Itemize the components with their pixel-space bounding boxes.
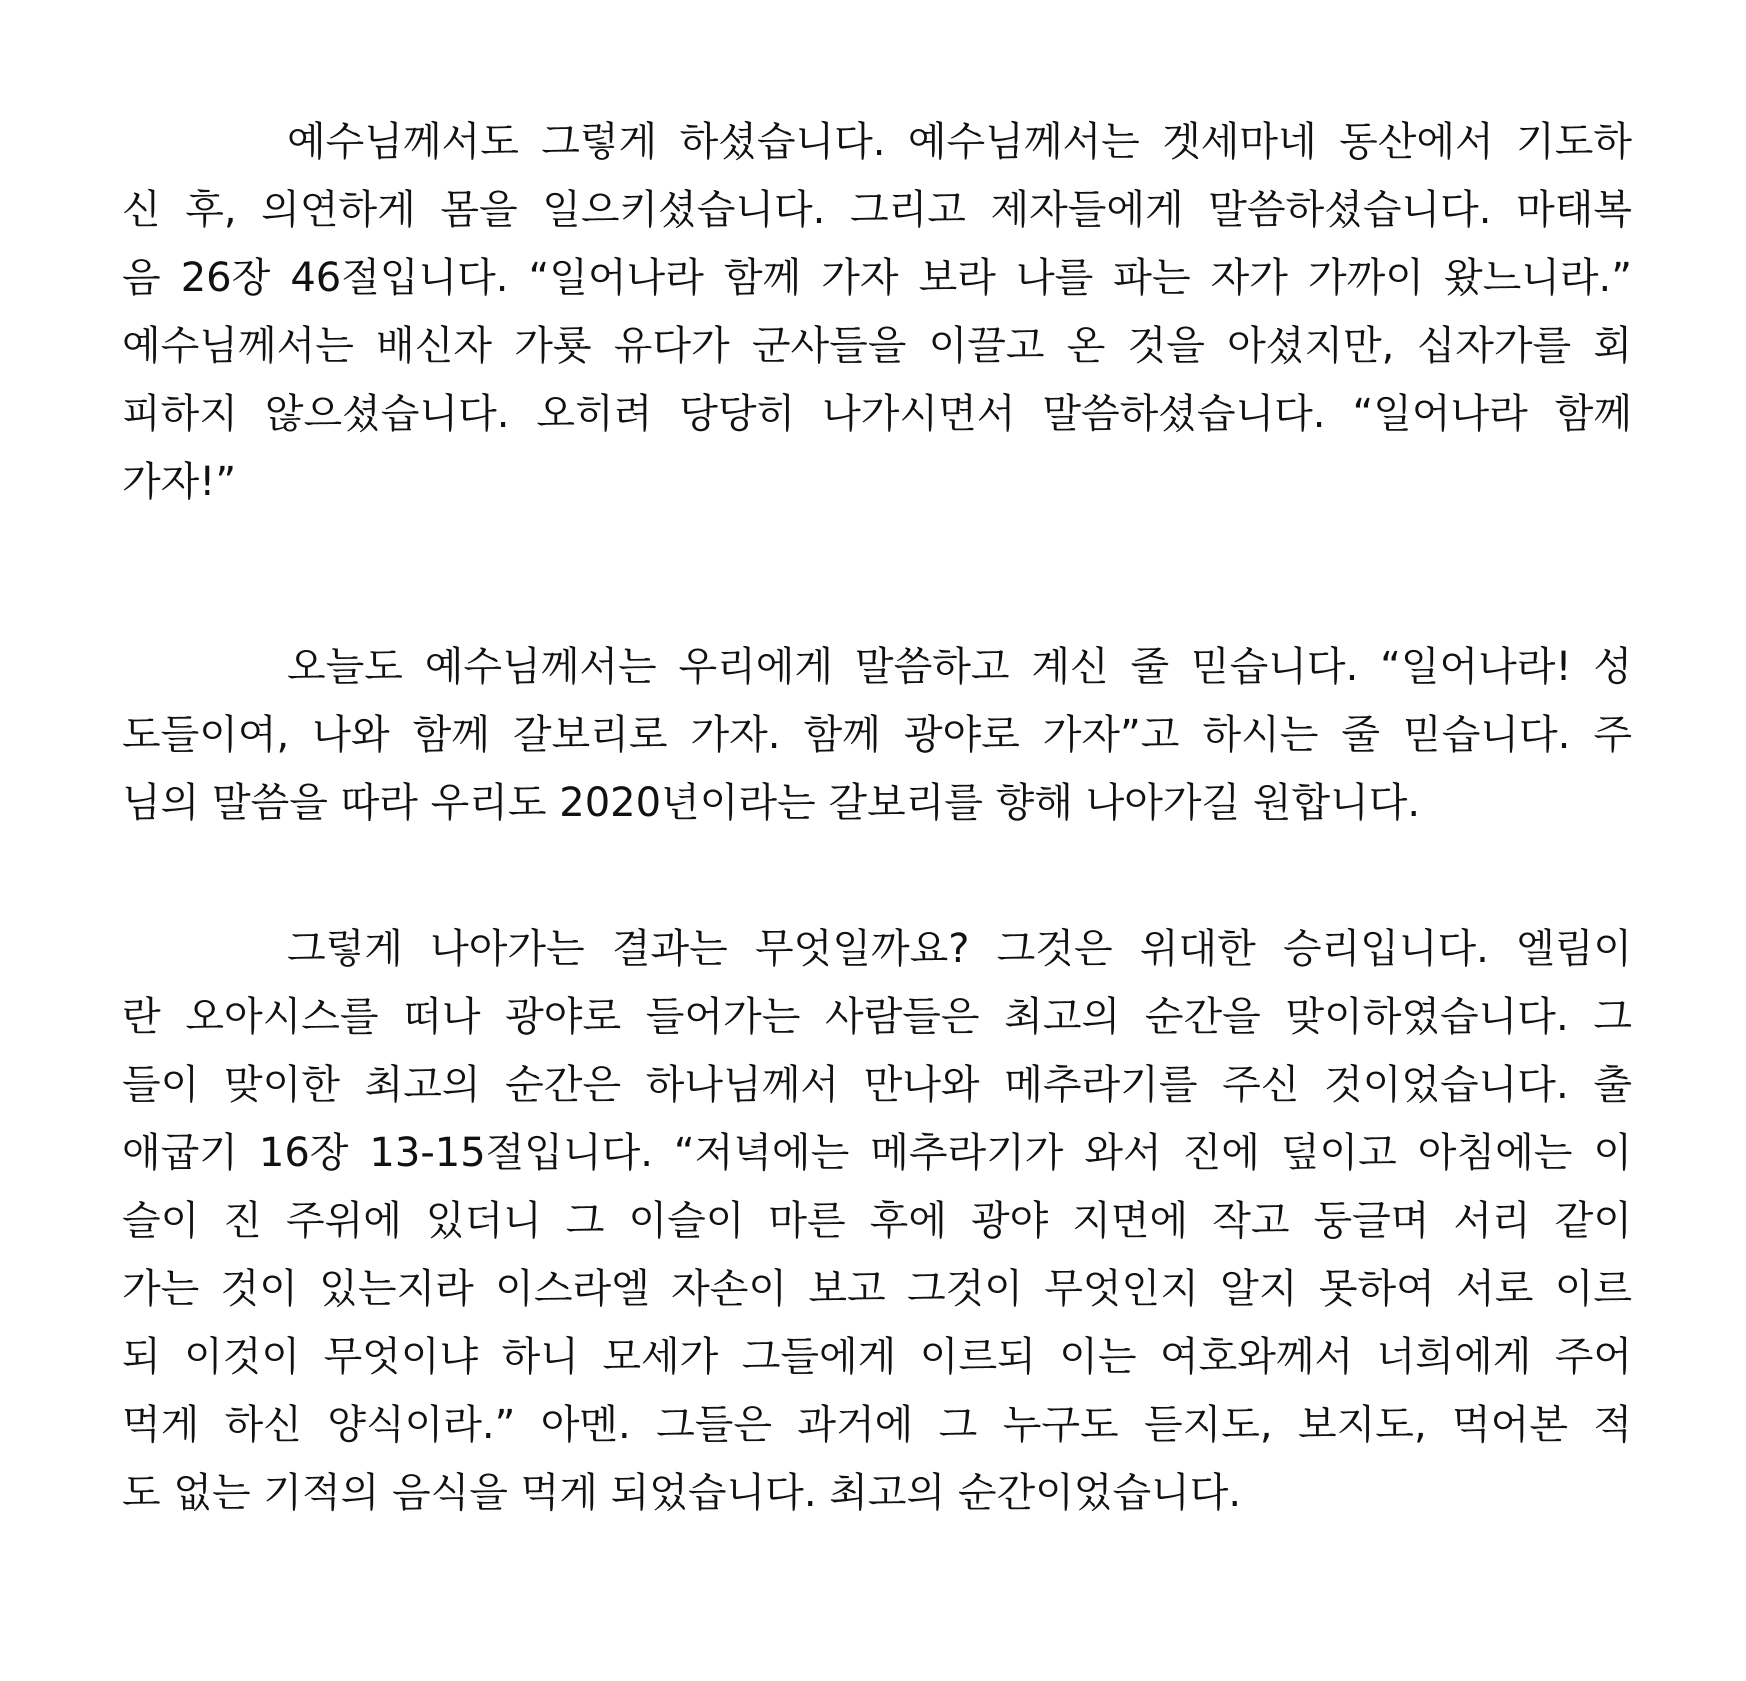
text-line: 님의 말씀을 따라 우리도 2020년이라는 갈보리를 향해 나아가길 원합니다. [122,780,1421,826]
text-line: 되 이것이 무엇이냐 하니 모세가 그들에게 이르되 이는 여호와께서 너희에게 주어 [122,1334,1632,1380]
text-line: 예수님께서도 그렇게 하셨습니다. 예수님께서는 겟세마네 동산에서 기도하 [287,119,1632,165]
text-line: 가는 것이 있는지라 이스라엘 자손이 보고 그것이 무엇인지 알지 못하여 서로 이르 [122,1266,1632,1312]
text-line: 도들이여, 나와 함께 갈보리로 가자. 함께 광야로 가자”고 하시는 줄 믿습니다. 주 [122,712,1632,758]
text-line: 예수님께서는 배신자 가룟 유다가 군사들을 이끌고 온 것을 아셨지만, 십자가를 회 [122,323,1632,369]
text-line: 그렇게 나아가는 결과는 무엇일까요? 그것은 위대한 승리입니다. 엘림이 [287,926,1632,972]
text-line: 도 없는 기적의 음식을 먹게 되었습니다. 최고의 순간이었습니다. [122,1470,1242,1516]
paragraph [122,915,1632,1527]
text-line: 음 26장 46절입니다. “일어나라 함께 가자 보라 나를 파는 자가 가까이 왔느니라.” [122,255,1632,301]
text-line: 들이 맞이한 최고의 순간은 하나님께서 만나와 메추라기를 주신 것이었습니다. 출 [122,1062,1632,1108]
text-line: 신 후, 의연하게 몸을 일으키셨습니다. 그리고 제자들에게 말씀하셨습니다. 마태복 [122,187,1632,233]
text-line: 먹게 하신 양식이라.” 아멘. 그들은 과거에 그 누구도 듣지도, 보지도, 먹어본 적 [122,1402,1632,1448]
text-line: 피하지 않으셨습니다. 오히려 당당히 나가시면서 말씀하셨습니다. “일어나라 함께 [122,391,1632,437]
text-line: 애굽기 16장 13-15절입니다. “저녁에는 메추라기가 와서 진에 덮이고 아침에는 이 [122,1130,1632,1176]
paragraph [122,633,1632,837]
paragraph [122,108,1632,516]
text-line: 란 오아시스를 떠나 광야로 들어가는 사람들은 최고의 순간을 맞이하였습니다. 그 [122,994,1632,1040]
text-line: 가자!” [122,459,237,505]
text-line: 오늘도 예수님께서는 우리에게 말씀하고 계신 줄 믿습니다. “일어나라! 성 [287,644,1632,690]
text-line: 슬이 진 주위에 있더니 그 이슬이 마른 후에 광야 지면에 작고 둥글며 서리 같이 [122,1198,1632,1244]
